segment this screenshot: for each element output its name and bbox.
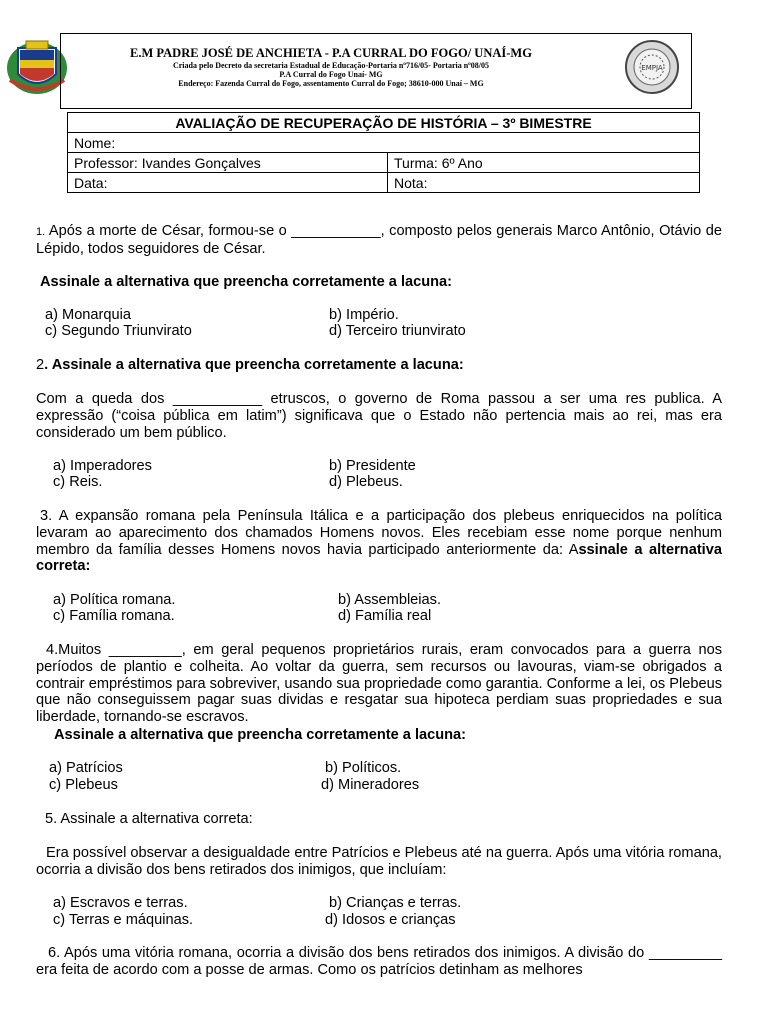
question-3-instruction: ssinale a alternativa correta: [36,541,722,575]
question-4-text: 4.Muitos _________, em geral pequenos proprietários rurais, eram convocados para a guerra nos períodos de plantio e colheita. Ao voltar da guerra, sem recursos ou lavouras, viam-se obrigados a contrair empréstimos para sobreviver, usando sua propriedade como garantia. Conforme a lei, os Plebeus que não conseguissem pagar suas dividas e resgatar sua hipoteca perdiam suas propriedades e sua liberdade, tornando-se escravos. [36,642,722,726]
question-1-body: Após a morte de César, formou-se o ___________, composto pelos generais Marco Antônio, Otávio de Lépido, todos seguidores de César. [36,223,722,257]
q4-option-c: c) Plebeus [49,777,118,793]
q1-option-a: a) Monarquia [45,307,131,323]
q3-option-a: a) Política romana. [53,592,176,608]
q4-option-b: b) Políticos. [325,760,402,776]
q5-option-a: a) Escravos e terras. [53,895,188,911]
school-seal-logo [624,38,680,96]
name-field: Nome: [68,133,700,153]
school-seal-text: EMPJA [641,64,663,72]
question-2-number: 2 [36,357,45,373]
question-5-text: Era possível observar a desigualdade entre Patrícios e Plebeus até na guerra. Após uma vitória romana, ocorria a divisão dos bens retirados dos inimigos, que incluíam: [36,845,722,878]
question-2-text: Com a queda dos ___________ etruscos, o governo de Roma passou a ser uma res publica. A expressão (“coisa pública em latim”) significava que o Estado não pertencia mais ao rei, mas era considerado um bem público. [36,391,722,441]
school-name: E.M PADRE JOSÉ DE ANCHIETA - P.A CURRAL DO FOGO/ UNAÍ-MG [130,46,532,60]
q2-option-b: b) Presidente [329,458,416,474]
school-location: P.A Curral do Fogo Unaí- MG [279,70,383,79]
school-decree: Criada pelo Decreto da secretaria Estadual de Educação-Portaria nº716/05- Portaria nº08/05 [172,61,490,70]
q2-option-a: a) Imperadores [53,458,152,474]
q5-option-b: b) Crianças e terras. [329,895,462,911]
question-2-instruction [36,357,722,374]
school-header-text [61,46,601,88]
q1-option-b: b) Império. [329,307,399,323]
q2-option-c: c) Reis. [53,474,103,490]
question-1-instruction: Assinale a alternativa que preencha corretamente a lacuna: [40,274,453,290]
school-address: Endereço: Fazenda Curral do Fogo, assentamento Curral do Fogo; 38610-000 Unaí – MG [178,79,484,88]
question-2-instruction-text: . Assinale a alternativa que preencha corretamente a lacuna: [44,357,464,373]
q4-option-a: a) Patrícios [49,760,123,776]
question-3-text [36,508,722,575]
q3-option-b: b) Assembleias. [338,592,442,608]
question-6-text: 6. Após uma vitória romana, ocorria a divisão dos bens retirados dos inimigos. A divisão do _________ era feita de acordo com a posse de armas. Como os patrícios detinham as melhores [36,945,722,978]
q4-option-d: d) Mineradores [321,777,420,793]
student-info-table [67,112,700,193]
class-cell: Turma: 6º Ano [388,153,700,173]
q5-option-c: c) Terras e máquinas. [53,912,194,928]
q3-option-c: c) Família romana. [53,608,175,624]
grade-field: Nota: [388,173,700,193]
q3-option-d: d) Família real [338,608,432,624]
question-1-number: 1. [36,226,46,238]
q2-option-d: d) Plebeus. [329,474,403,490]
question-1-text [36,223,722,258]
school-header [60,33,692,109]
q5-option-d: d) Idosos e crianças [325,912,456,928]
q1-option-c: c) Segundo Triunvirato [45,323,192,339]
question-3-body: 3. A expansão romana pela Península Itálica e a participação dos plebeus enriquecidos na política levaram ao aparecimento dos chamados Homens novos. Eles recebiam esse nome porque nenhum membro da família desses Homens novos havia participado anteriormente da: A [36,508,722,558]
q1-option-d: d) Terceiro triunvirato [329,323,466,339]
question-4-instruction: Assinale a alternativa que preencha corretamente a lacuna: [54,727,467,743]
date-field: Data: [68,173,388,193]
exam-title: AVALIAÇÃO DE RECUPERAÇÃO DE HISTÓRIA – 3º BIMESTRE [68,113,700,133]
question-5-instruction: 5. Assinale a alternativa correta: [45,811,253,827]
teacher-cell: Professor: Ivandes Gonçalves [68,153,388,173]
